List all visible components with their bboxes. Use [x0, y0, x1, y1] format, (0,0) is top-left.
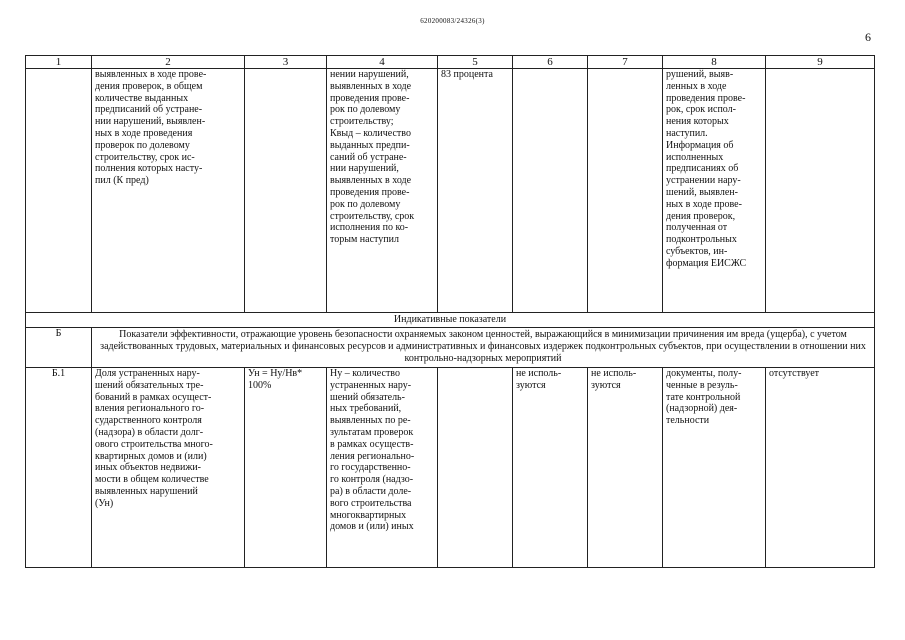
table-cell: 83 процента	[438, 69, 513, 313]
column-header: 8	[663, 56, 766, 69]
table-cell	[588, 69, 663, 313]
formula-cell: Ун = Ну/Нв* 100%	[245, 368, 327, 568]
indicator-code: Б.1	[26, 368, 92, 568]
column-header: 7	[588, 56, 663, 69]
subsection-code: Б	[26, 328, 92, 368]
table-cell: не исполь- зуются	[588, 368, 663, 568]
table-cell: рушений, выяв- ленных в ходе проведения прове- рок, срок испол- нения которых наступил. Информация об исполненных предписаниях об устранении нару- шений, выявлен- ных в ходе прове- дения проверок, полученная от подконтрольных субъектов, ин- формация ЕИСЖС	[663, 69, 766, 313]
table-cell	[26, 69, 92, 313]
indicators-table	[25, 55, 875, 568]
column-header: 1	[26, 56, 92, 69]
column-header: 4	[327, 56, 438, 69]
table-cell	[245, 69, 327, 313]
table-cell: не исполь- зуются	[513, 368, 588, 568]
table-cell	[438, 368, 513, 568]
table-cell	[513, 69, 588, 313]
column-header: 5	[438, 56, 513, 69]
subsection-row	[26, 328, 875, 368]
column-header: 2	[92, 56, 245, 69]
page-number: 6	[865, 30, 871, 44]
table-cell: нении нарушений, выявленных в ходе проведения прове- рок по долевому строительству; Квыд – количество выданных предпи- саний об устране- нии нарушений, выявленных в ходе проведения прове- рок по долевому строительству, срок исполнения по ко- торым наступил	[327, 69, 438, 313]
table-cell: Ну – количество устраненных нару- шений обязатель- ных требований, выявленных по ре- зультатам проверок в рамках осуществ- ления регионально- го государственно- го контроля (надзо- ра) в области доле- вого строительства многоквартирных домов и (или) иных	[327, 368, 438, 568]
table-cell: документы, полу- ченные в резуль- тате контрольной (надзорной) дея- тельности	[663, 368, 766, 568]
section-title: Индикативные показатели	[26, 313, 875, 328]
table-cell: отсутствует	[766, 368, 875, 568]
table-cell: Доля устраненных нару- шений обязательных тре- бований в рамках осущест- вления регионального го- сударственного контроля (надзора) в области долг- ового строительства много- квартирных домов и (или) иных объектов недвижи- мости в общем количестве выявленных нарушений (Ун)	[92, 368, 245, 568]
document-number: 620200083/24326(3)	[420, 17, 485, 25]
subsection-description: Показатели эффективности, отражающие уровень безопасности охраняемых законом ценностей, выражающийся в минимизации причинения им вреда (ущерба), с учетом задействованных трудовых, материальных и финансовых ресурсов и административных и финансовых издержек подконтрольных субъектов, при осуществлении в отношении них контрольно-надзорных мероприятий	[92, 328, 875, 368]
table-cell: выявленных в ходе прове- дения проверок, в общем количестве выданных предписаний об устране- нии нарушений, выявлен- ных в ходе проведения проверок по долевому строительству, срок ис- полнения которых насту- пил (К пред)	[92, 69, 245, 313]
column-header: 9	[766, 56, 875, 69]
section-row	[26, 313, 875, 328]
column-header: 3	[245, 56, 327, 69]
continuation-row	[26, 69, 875, 313]
indicator-row-b1	[26, 368, 875, 568]
column-header-row	[26, 56, 875, 69]
table-cell	[766, 69, 875, 313]
column-header: 6	[513, 56, 588, 69]
